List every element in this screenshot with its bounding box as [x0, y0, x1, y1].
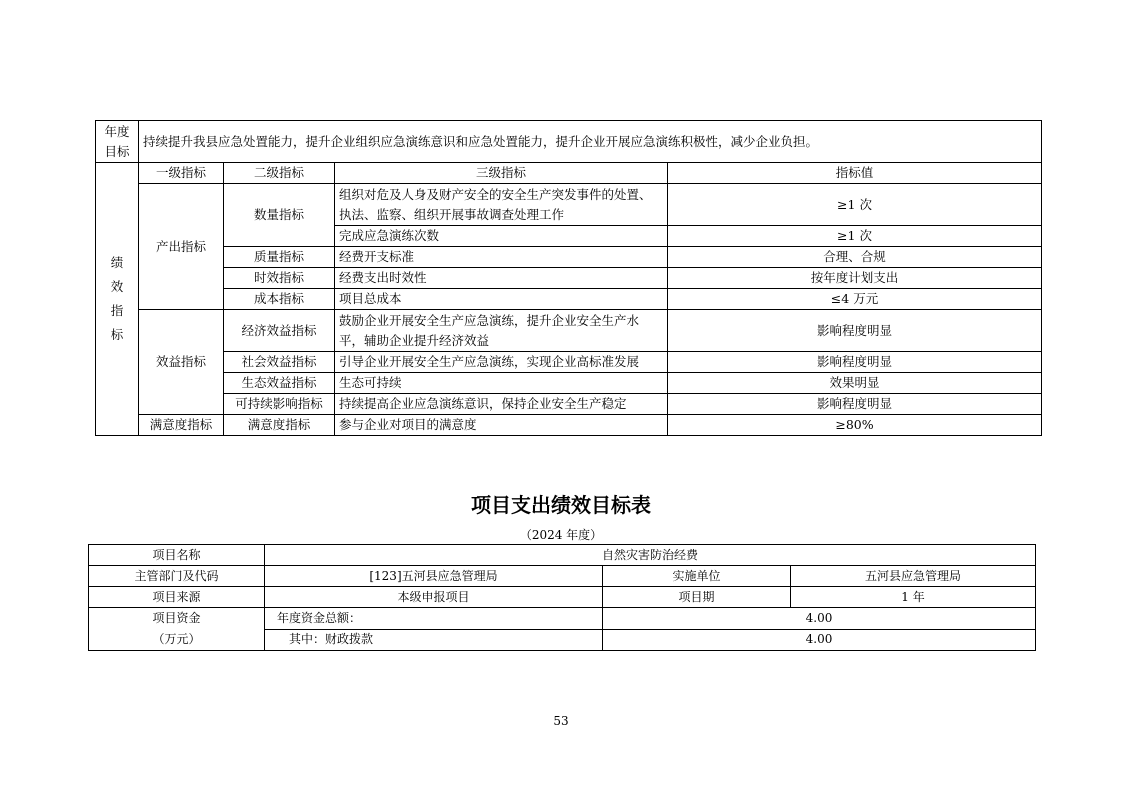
- economic-l3: 鼓励企业开展安全生产应急演练，提升企业安全生产水平，辅助企业提升经济效益: [335, 310, 668, 352]
- unit-value: 五河县应急管理局: [791, 566, 1036, 587]
- ecological-value: 效果明显: [668, 373, 1042, 394]
- page-title: 项目支出绩效目标表: [471, 493, 651, 517]
- satisfaction-l3: 参与企业对项目的满意度: [335, 415, 668, 436]
- quantity-indicator: 数量指标: [224, 184, 335, 247]
- fund-label: [89, 608, 265, 651]
- sustainability-l3: 持续提高企业应急演练意识，保持企业安全生产稳定: [335, 394, 668, 415]
- dept-label: 主管部门及代码: [89, 566, 265, 587]
- ecological-l3: 生态可持续: [335, 373, 668, 394]
- timeliness-value: 按年度计划支出: [668, 268, 1042, 289]
- cost-indicator: 成本指标: [224, 289, 335, 310]
- header-level2: 二级指标: [224, 163, 335, 184]
- unit-label: 实施单位: [603, 566, 791, 587]
- economic-indicator: 经济效益指标: [224, 310, 335, 352]
- quality-l3: 经费开支标准: [335, 247, 668, 268]
- output-indicator-label: 产出指标: [139, 184, 224, 310]
- cost-value: ≤4 万元: [668, 289, 1042, 310]
- sustainability-indicator: 可持续影响指标: [224, 394, 335, 415]
- timeliness-l3: 经费支出时效性: [335, 268, 668, 289]
- quantity-value-b: ≥1 次: [668, 226, 1042, 247]
- fund-label-line1: 项目资金: [152, 611, 201, 625]
- ecological-indicator: 生态效益指标: [224, 373, 335, 394]
- source-value: 本级申报项目: [265, 587, 603, 608]
- project-name-label: 项目名称: [89, 545, 265, 566]
- fiscal-fund-value: 4.00: [603, 629, 1036, 651]
- sustainability-value: 影响程度明显: [668, 394, 1042, 415]
- benefit-indicator-label: 效益指标: [139, 310, 224, 415]
- period-label: 项目期: [603, 587, 791, 608]
- dept-value: [123]五河县应急管理局: [265, 566, 603, 587]
- quantity-value-a: ≥1 次: [668, 184, 1042, 226]
- indicator-label: 绩效指标: [96, 163, 139, 436]
- satisfaction-indicator-label: 满意度指标: [139, 415, 224, 436]
- social-indicator: 社会效益指标: [224, 352, 335, 373]
- quantity-l3-a: 组织对危及人身及财产安全的安全生产突发事件的处置、执法、监察、组织开展事故调查处理工作: [335, 184, 668, 226]
- economic-value: 影响程度明显: [668, 310, 1042, 352]
- satisfaction-value: ≥80%: [668, 415, 1042, 436]
- quantity-l3-b: 完成应急演练次数: [335, 226, 668, 247]
- quality-value: 合理、合规: [668, 247, 1042, 268]
- header-value: 指标值: [668, 163, 1042, 184]
- timeliness-indicator: 时效指标: [224, 268, 335, 289]
- annual-goal-label: 年度目标: [96, 121, 139, 163]
- source-label: 项目来源: [89, 587, 265, 608]
- total-fund-label: 年度资金总额：: [265, 608, 603, 630]
- performance-indicator-table: [95, 120, 1042, 436]
- header-level1: 一级指标: [139, 163, 224, 184]
- period-value: 1 年: [791, 587, 1036, 608]
- fiscal-fund-label: 其中：财政拨款: [265, 629, 603, 651]
- social-value: 影响程度明显: [668, 352, 1042, 373]
- annual-goal-text: 持续提升我县应急处置能力，提升企业组织应急演练意识和应急处置能力，提升企业开展应急演练积极性，减少企业负担。: [139, 121, 1042, 163]
- page-number: 53: [553, 714, 569, 728]
- satisfaction-indicator: 满意度指标: [224, 415, 335, 436]
- social-l3: 引导企业开展安全生产应急演练，实现企业高标准发展: [335, 352, 668, 373]
- cost-l3: 项目总成本: [335, 289, 668, 310]
- project-info-table: [88, 544, 1036, 651]
- project-name-value: 自然灾害防治经费: [265, 545, 1036, 566]
- page-subtitle: （2024 年度）: [519, 528, 603, 542]
- quality-indicator: 质量指标: [224, 247, 335, 268]
- total-fund-value: 4.00: [603, 608, 1036, 630]
- header-level3: 三级指标: [335, 163, 668, 184]
- fund-label-line2: （万元）: [152, 632, 201, 646]
